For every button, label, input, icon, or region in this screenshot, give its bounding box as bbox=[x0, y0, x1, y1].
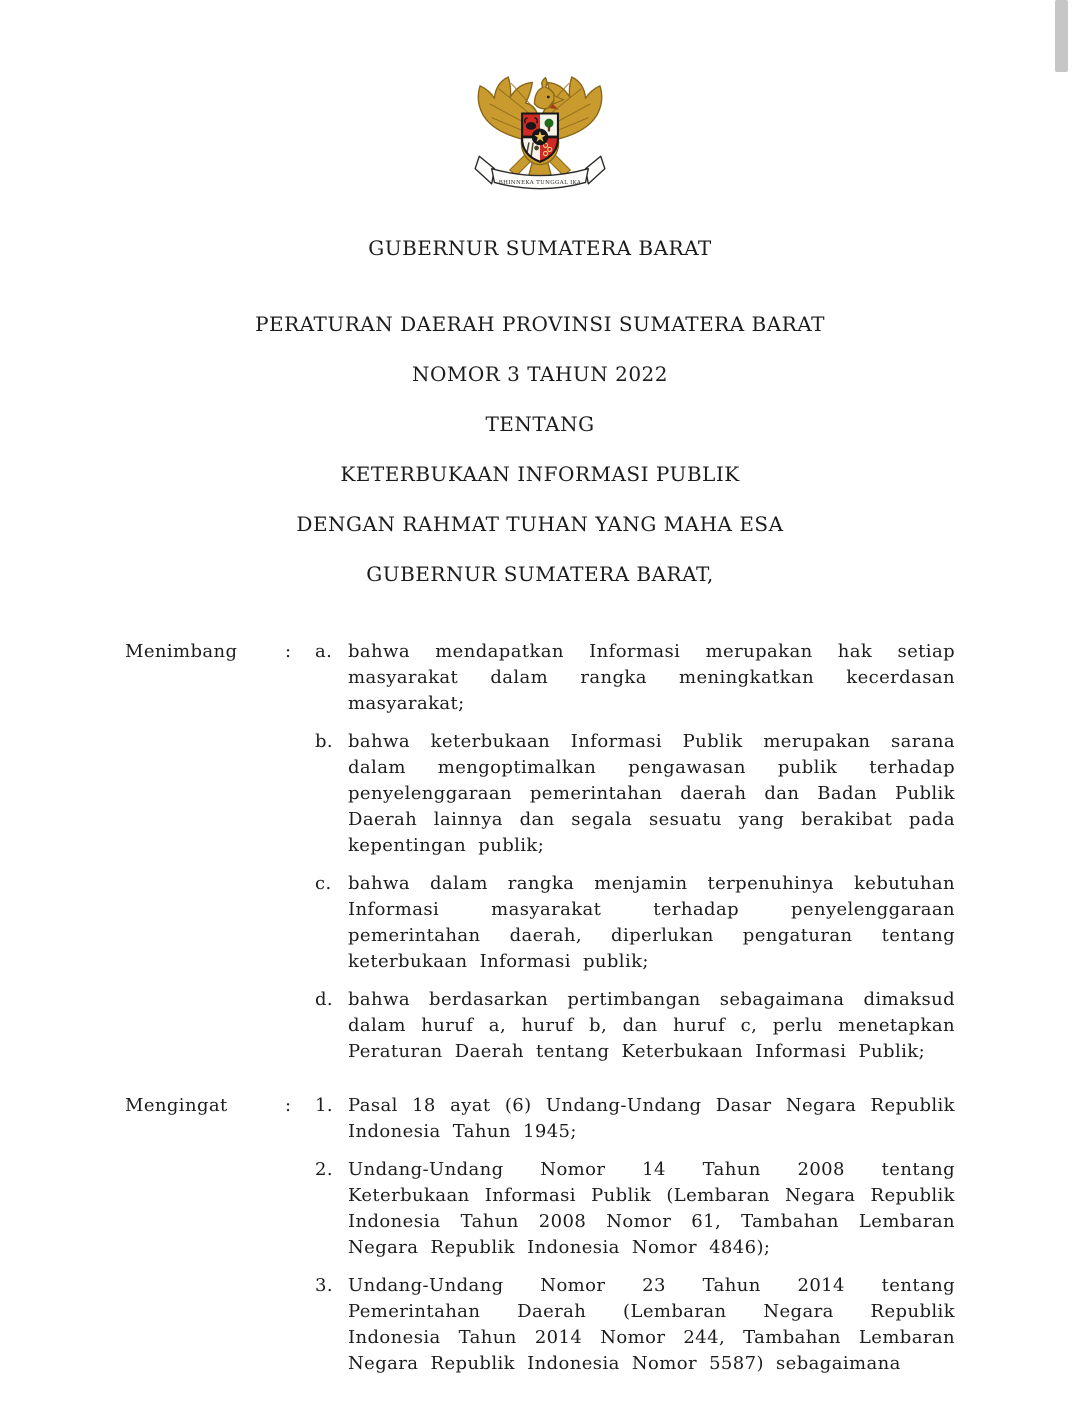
list-item bbox=[315, 639, 955, 717]
list-item bbox=[315, 1157, 955, 1261]
item-marker: 1. bbox=[315, 1095, 333, 1116]
item-text: Pasal 18 ayat (6) Undang-Undang Dasar Negara Republik Indonesia Tahun 1945; bbox=[348, 1095, 955, 1142]
item-marker: 2. bbox=[315, 1159, 333, 1180]
item-marker: c. bbox=[315, 873, 332, 894]
section-items bbox=[315, 1093, 955, 1377]
colon-separator: : bbox=[285, 1095, 292, 1116]
doc-title-line-number: NOMOR 3 TAHUN 2022 bbox=[411, 362, 668, 386]
colon-separator: : bbox=[285, 641, 292, 662]
section-mengingat bbox=[125, 1093, 955, 1377]
item-text: Undang-Undang Nomor 23 Tahun 2014 tentang Pemerintahan Daerah (Lembaran Negara Republik Indonesia Tahun 2014 Nomor 244, Tambahan Lembaran Negara Republik Indonesia Nomor 5587) sebagaimana bbox=[348, 1275, 955, 1374]
item-text: bahwa keterbukaan Informasi Publik merupakan sarana dalam mengoptimalkan pengawasan publik terhadap penyelenggaraan pemerintahan daerah dan Badan Publik Daerah lainnya dan segala sesuatu yang berakibat pada kepentingan publik; bbox=[348, 731, 955, 856]
list-item bbox=[315, 871, 955, 975]
item-marker: 3. bbox=[315, 1275, 333, 1296]
doc-title-line-invocation: DENGAN RAHMAT TUHAN YANG MAHA ESA bbox=[296, 512, 784, 536]
list-item bbox=[315, 1273, 955, 1377]
scrollbar-thumb[interactable] bbox=[1055, 0, 1068, 72]
doc-title-line-tentang: TENTANG bbox=[485, 412, 595, 436]
item-text: Undang-Undang Nomor 14 Tahun 2008 tentang Keterbukaan Informasi Publik (Lembaran Negara Republik Indonesia Tahun 2008 Nomor 61, Tambahan Lembaran Negara Republik Indonesia Nomor 4846); bbox=[348, 1159, 955, 1258]
list-item bbox=[315, 987, 955, 1065]
section-menimbang bbox=[125, 639, 955, 1065]
doc-title-line-subject: KETERBUKAAN INFORMASI PUBLIK bbox=[340, 462, 740, 486]
section-label: Menimbang bbox=[125, 641, 238, 662]
garuda-pancasila-emblem bbox=[471, 68, 609, 199]
section-label: Mengingat bbox=[125, 1095, 228, 1116]
document-title-block bbox=[0, 311, 1080, 587]
emblem-container bbox=[471, 68, 609, 199]
item-marker: a. bbox=[315, 641, 333, 662]
item-text: bahwa mendapatkan Informasi merupakan hak setiap masyarakat dalam rangka meningkatkan kecerdasan masyarakat; bbox=[348, 641, 955, 714]
list-item bbox=[315, 1093, 955, 1145]
document-body bbox=[0, 587, 1080, 1377]
emblem-motto-text: BHINNEKA TUNGGAL IKA bbox=[498, 179, 582, 186]
doc-title-line-signatory: GUBERNUR SUMATERA BARAT, bbox=[366, 562, 714, 586]
section-items bbox=[315, 639, 955, 1065]
list-item bbox=[315, 729, 955, 859]
doc-title-line-regulation: PERATURAN DAERAH PROVINSI SUMATERA BARAT bbox=[255, 312, 825, 336]
item-marker: b. bbox=[315, 731, 334, 752]
item-marker: d. bbox=[315, 989, 334, 1010]
item-text: bahwa berdasarkan pertimbangan sebagaimana dimaksud dalam huruf a, huruf b, dan huruf c, perlu menetapkan Peraturan Daerah tentang Keterbukaan Informasi Publik; bbox=[348, 989, 955, 1062]
institution-title: GUBERNUR SUMATERA BARAT bbox=[368, 236, 712, 260]
item-text: bahwa dalam rangka menjamin terpenuhinya kebutuhan Informasi masyarakat terhadap penyelenggaraan pemerintahan daerah, diperlukan pengaturan tentang keterbukaan Informasi publik; bbox=[348, 873, 955, 972]
